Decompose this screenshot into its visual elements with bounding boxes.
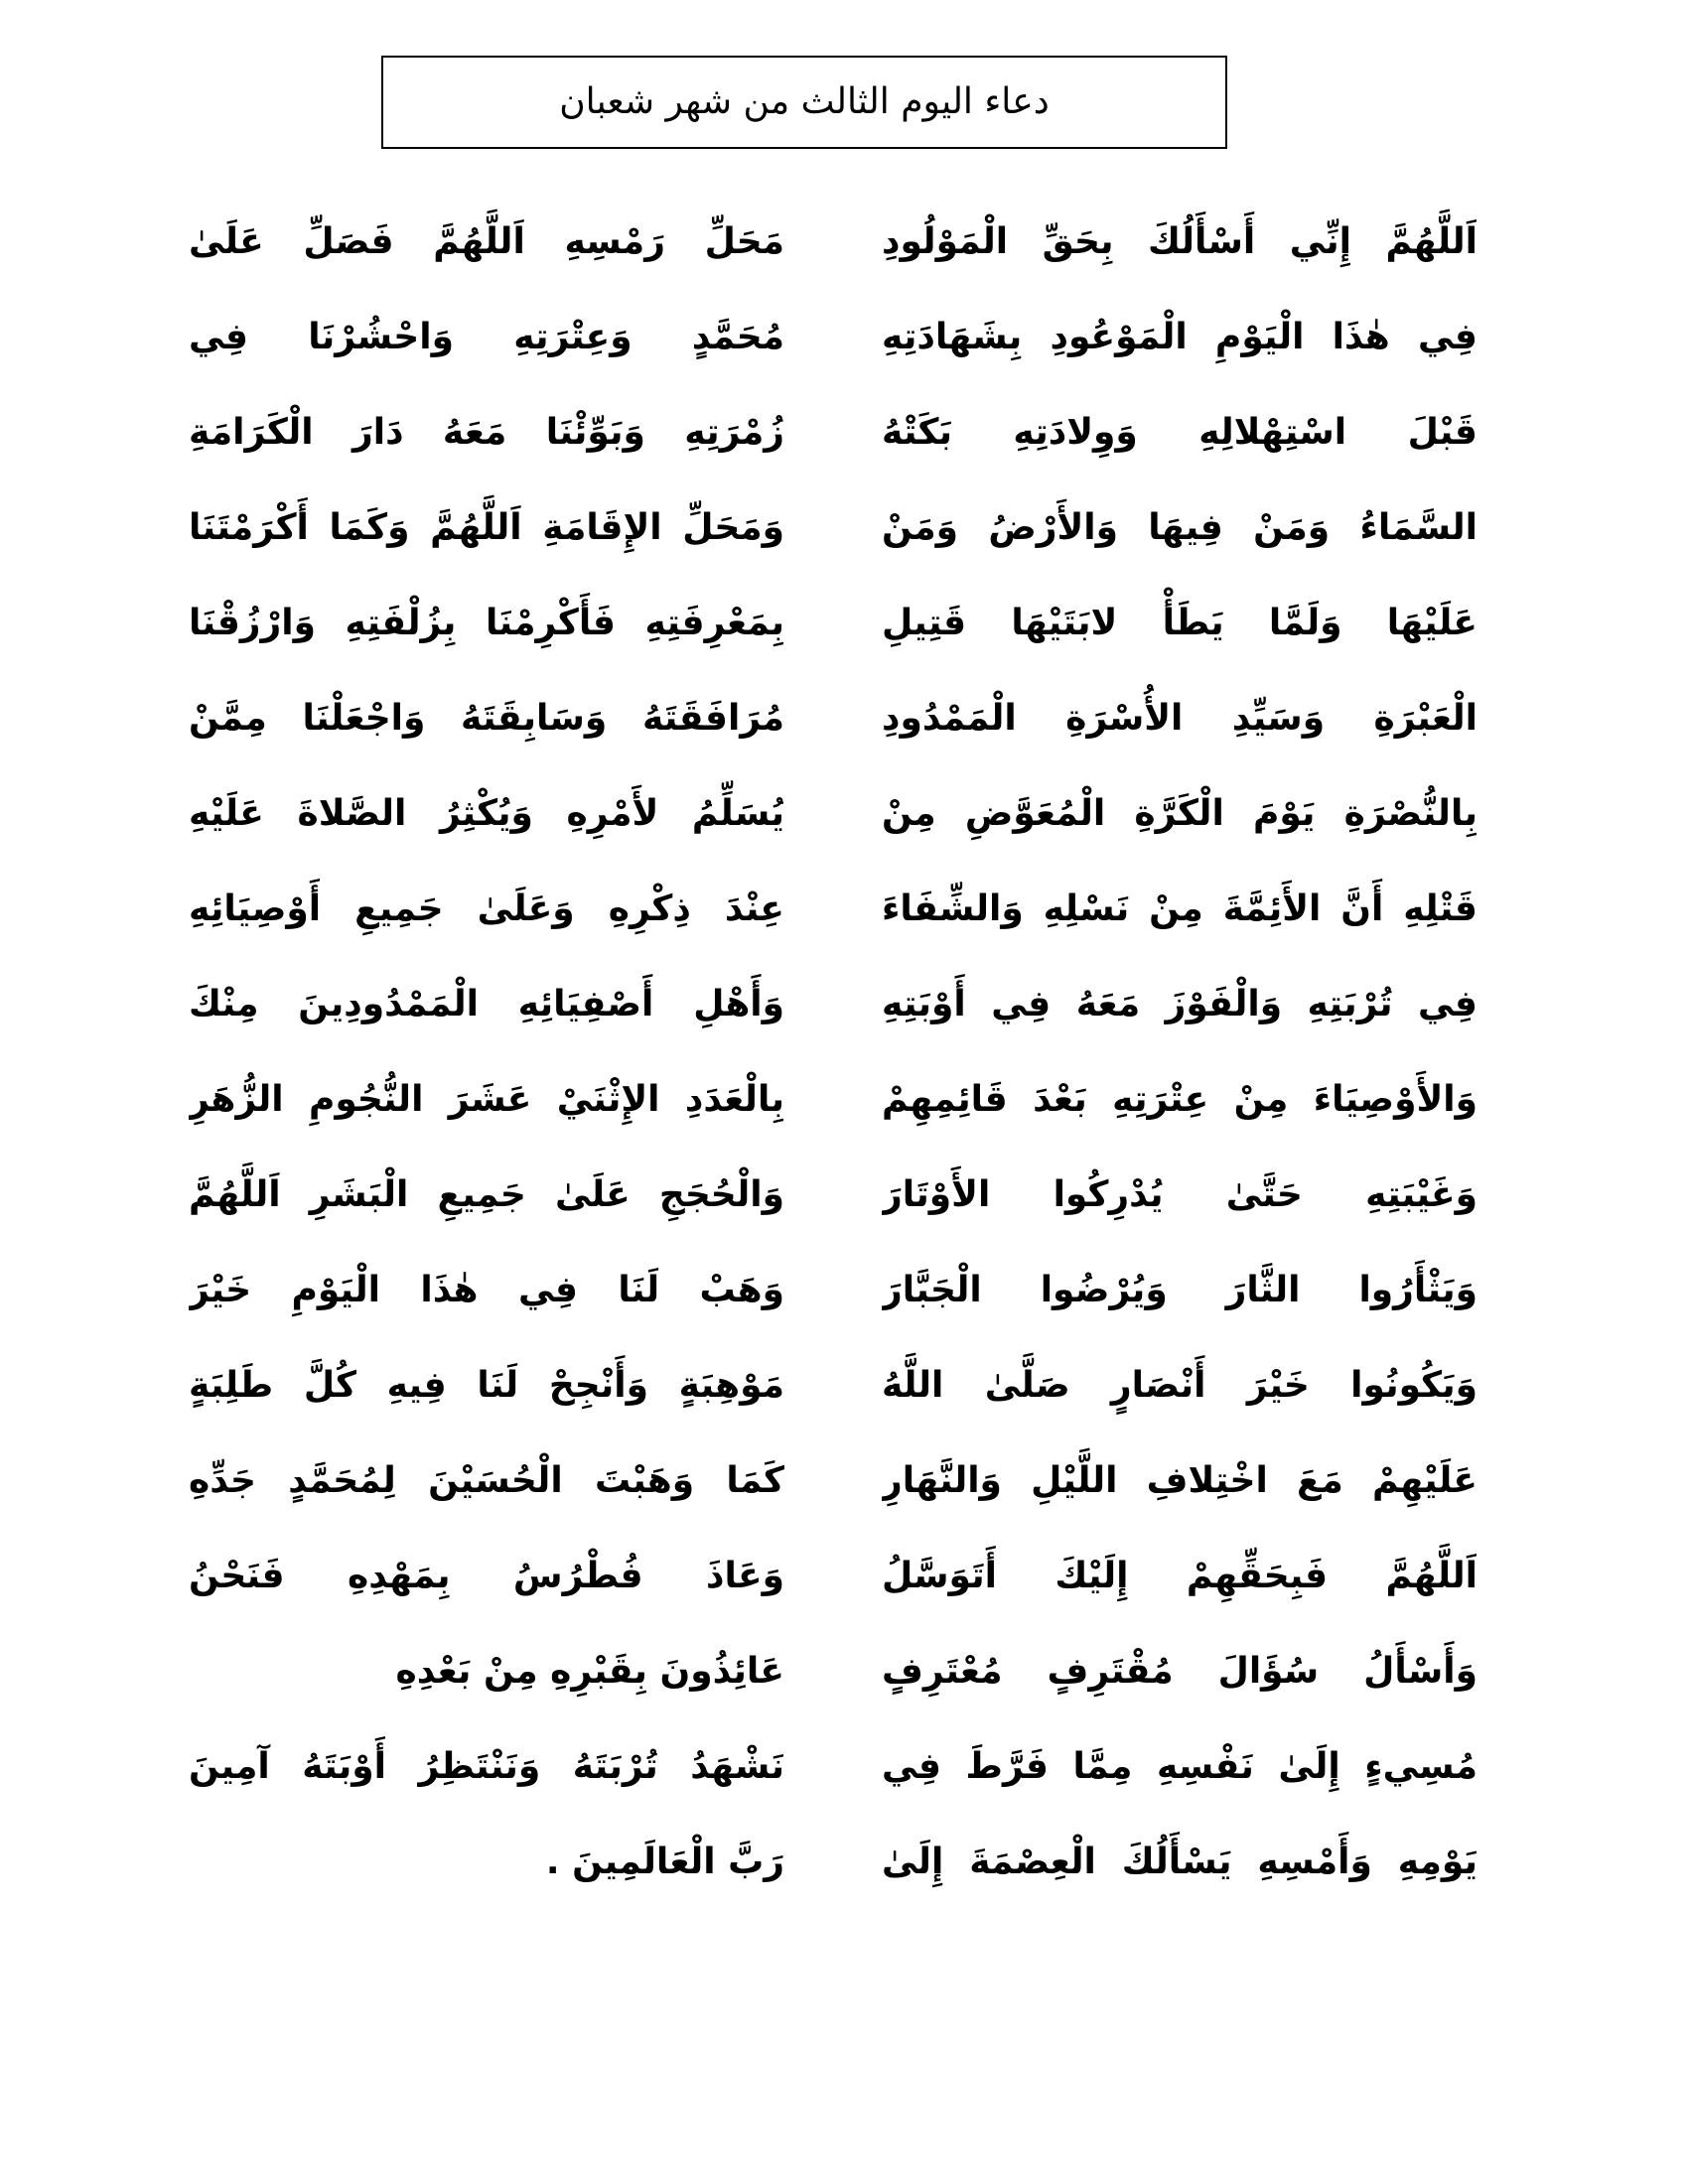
right-column-line-4: السَّمَاءُ وَمَنْ فِيهَا وَالأَرْضُ وَمَنْ [882,507,1477,548]
left-column-line-11: وَالْحُجَجِ عَلَىٰ جَمِيعِ الْبَشَرِ اَللَّهُمَّ [189,1174,784,1215]
right-text-column [882,195,1477,1910]
right-column-line-18: يَوْمِهِ وَأَمْسِهِ يَسْأَلُكَ الْعِصْمَةَ إِلَىٰ [882,1842,1477,1882]
right-column-line-2: فِي هٰذَا الْيَوْمِ الْمَوْعُودِ بِشَهَادَتِهِ [882,317,1477,357]
right-column-line-3: قَبْلَ اسْتِهْلالِهِ وَوِلادَتِهِ بَكَتْهُ [882,412,1477,453]
right-column-line-6: الْعَبْرَةِ وَسَيِّدِ الأُسْرَةِ الْمَمْدُودِ [882,698,1477,739]
left-column-line-2: مُحَمَّدٍ وَعِتْرَتِهِ وَاحْشُرْنَا فِي [189,317,784,357]
left-column-line-1: مَحَلِّ رَمْسِهِ اَللَّهُمَّ فَصَلِّ عَلَىٰ [189,221,784,262]
left-column-line-12: وَهَبْ لَنَا فِي هٰذَا الْيَوْمِ خَيْرَ [189,1270,784,1310]
right-column-line-9: فِي تُرْبَتِهِ وَالْفَوْزَ مَعَهُ فِي أَوْبَتِهِ [882,984,1477,1024]
title-box [381,56,1227,149]
left-column-line-8: عِنْدَ ذِكْرِهِ وَعَلَىٰ جَمِيعِ أَوْصِيَائِهِ [189,888,784,929]
left-column-line-14: كَمَا وَهَبْتَ الْحُسَيْنَ لِمُحَمَّدٍ جَدِّهِ [189,1460,784,1501]
left-column-line-10: بِالْعَدَدِ الإِثْنَيْ عَشَرَ النُّجُومِ الزُّهَرِ [189,1079,784,1120]
left-column-line-3: زُمْرَتِهِ وَبَوِّئْنَا مَعَهُ دَارَ الْكَرَامَةِ [189,412,784,453]
right-column-line-8: قَتْلِهِ أَنَّ الأَئِمَّةَ مِنْ نَسْلِهِ وَالشِّفَاءَ [882,888,1477,929]
left-column-line-13: مَوْهِبَةٍ وَأَنْجِحْ لَنَا فِيهِ كُلَّ طَلِبَةٍ [189,1365,784,1406]
left-column-line-7: يُسَلِّمُ لأَمْرِهِ وَيُكْثِرُ الصَّلاةَ عَلَيْهِ [189,793,784,834]
left-column-line-16: عَائِذُونَ بِقَبْرِهِ مِنْ بَعْدِهِ [395,1651,784,1692]
right-column-line-17: مُسِيءٍ إِلَىٰ نَفْسِهِ مِمَّا فَرَّطَ فِي [882,1746,1477,1787]
left-text-column [189,195,784,1910]
left-column-line-4: وَمَحَلِّ الإِقَامَةِ اَللَّهُمَّ وَكَمَا أَكْرَمْتَنَا [189,507,784,548]
right-column-line-15: اَللَّهُمَّ فَبِحَقِّهِمْ إِلَيْكَ أَتَوَسَّلُ [882,1556,1477,1596]
page-title: دعاء اليوم الثالث من شهر شعبان [559,81,1050,122]
right-column-line-7: بِالنُّصْرَةِ يَوْمَ الْكَرَّةِ الْمُعَوَّضِ مِنْ [882,793,1477,834]
right-column-line-5: عَلَيْهَا وَلَمَّا يَطَأْ لابَتَيْهَا قَتِيلِ [882,603,1477,643]
left-column-line-9: وَأَهْلِ أَصْفِيَائِهِ الْمَمْدُودِينَ مِنْكَ [189,984,784,1024]
right-column-line-1: اَللَّهُمَّ إِنِّي أَسْأَلُكَ بِحَقِّ الْمَوْلُودِ [882,221,1477,262]
right-column-line-10: وَالأَوْصِيَاءَ مِنْ عِتْرَتِهِ بَعْدَ قَائِمِهِمْ [882,1079,1477,1120]
right-column-line-12: وَيَثْأَرُوا الثَّارَ وَيُرْضُوا الْجَبَّارَ [882,1270,1477,1310]
left-column-line-5: بِمَعْرِفَتِهِ فَأَكْرِمْنَا بِزُلْفَتِهِ وَارْزُقْنَا [189,603,784,643]
left-column-line-18: رَبَّ الْعَالَمِينَ . [545,1842,784,1882]
right-column-line-13: وَيَكُونُوا خَيْرَ أَنْصَارٍ صَلَّىٰ اللَّهُ [882,1365,1477,1406]
right-column-line-16: وَأَسْأَلُ سُؤَالَ مُقْتَرِفٍ مُعْتَرِفٍ [882,1651,1477,1692]
left-column-line-15: وَعَاذَ فُطْرُسُ بِمَهْدِهِ فَنَحْنُ [189,1556,784,1596]
right-column-line-14: عَلَيْهِمْ مَعَ اخْتِلافِ اللَّيْلِ وَالنَّهَارِ [882,1460,1477,1501]
left-column-line-6: مُرَافَقَتَهُ وَسَابِقَتَهُ وَاجْعَلْنَا مِمَّنْ [189,698,784,739]
right-column-line-11: وَغَيْبَتِهِ حَتَّىٰ يُدْرِكُوا الأَوْتَارَ [882,1174,1477,1215]
left-column-line-17: نَشْهَدُ تُرْبَتَهُ وَنَنْتَظِرُ أَوْبَتَهُ آمِينَ [189,1746,784,1787]
